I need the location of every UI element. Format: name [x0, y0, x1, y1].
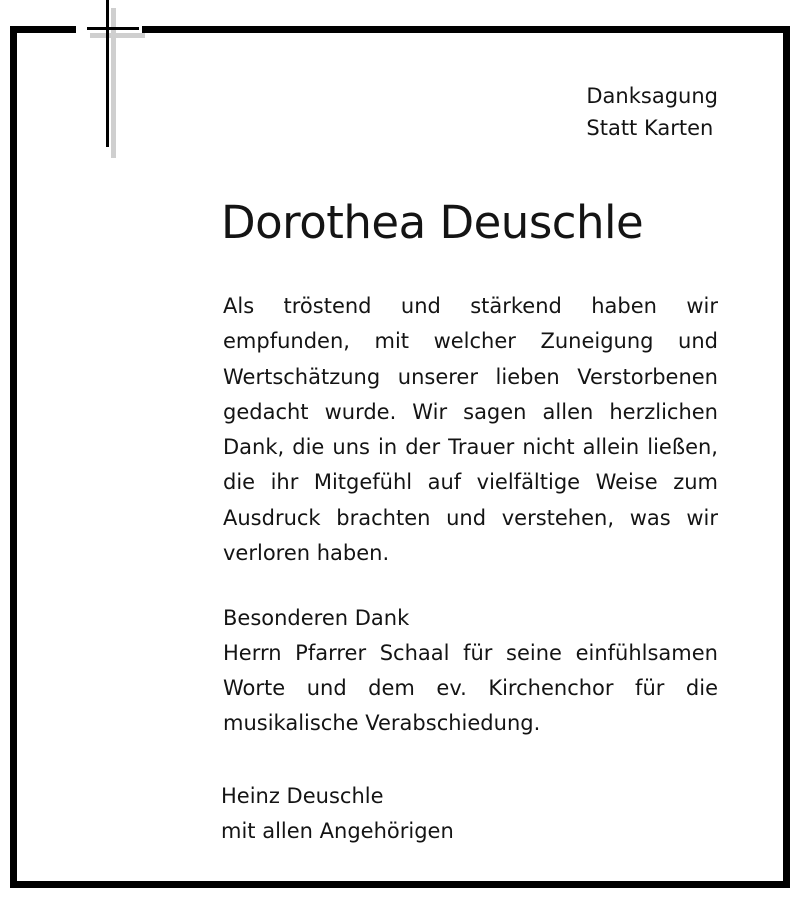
- deceased-name: Dorothea Deuschle: [221, 196, 644, 249]
- special-thanks: [223, 601, 718, 741]
- signature: [221, 779, 454, 849]
- signature-name: Heinz Deuschle: [221, 784, 384, 808]
- header-title: Danksagung: [586, 84, 718, 108]
- header-subtitle: Statt Karten: [586, 116, 714, 140]
- notice-header: [586, 80, 718, 144]
- special-thanks-heading: Besonderen Dank: [223, 606, 410, 630]
- thanks-paragraph: Als tröstend und stärkend haben wir empfunden, mit welcher Zuneigung und Wertschätzung unserer lieben Verstorbenen gedacht wurde. Wir sagen allen herzlichen Dank, die uns in der Trauer nicht allein ließen, die ihr Mitgefühl auf vielfältige Weise zum Ausdruck brachten und verstehen, was wir verloren haben.: [223, 294, 718, 566]
- signature-relatives: mit allen Angehörigen: [221, 819, 454, 843]
- cross-icon: [87, 0, 147, 160]
- special-thanks-text: Herrn Pfarrer Schaal für seine einfühlsamen Worte und dem ev. Kirchenchor für die musikalische Verabschiedung.: [223, 641, 718, 735]
